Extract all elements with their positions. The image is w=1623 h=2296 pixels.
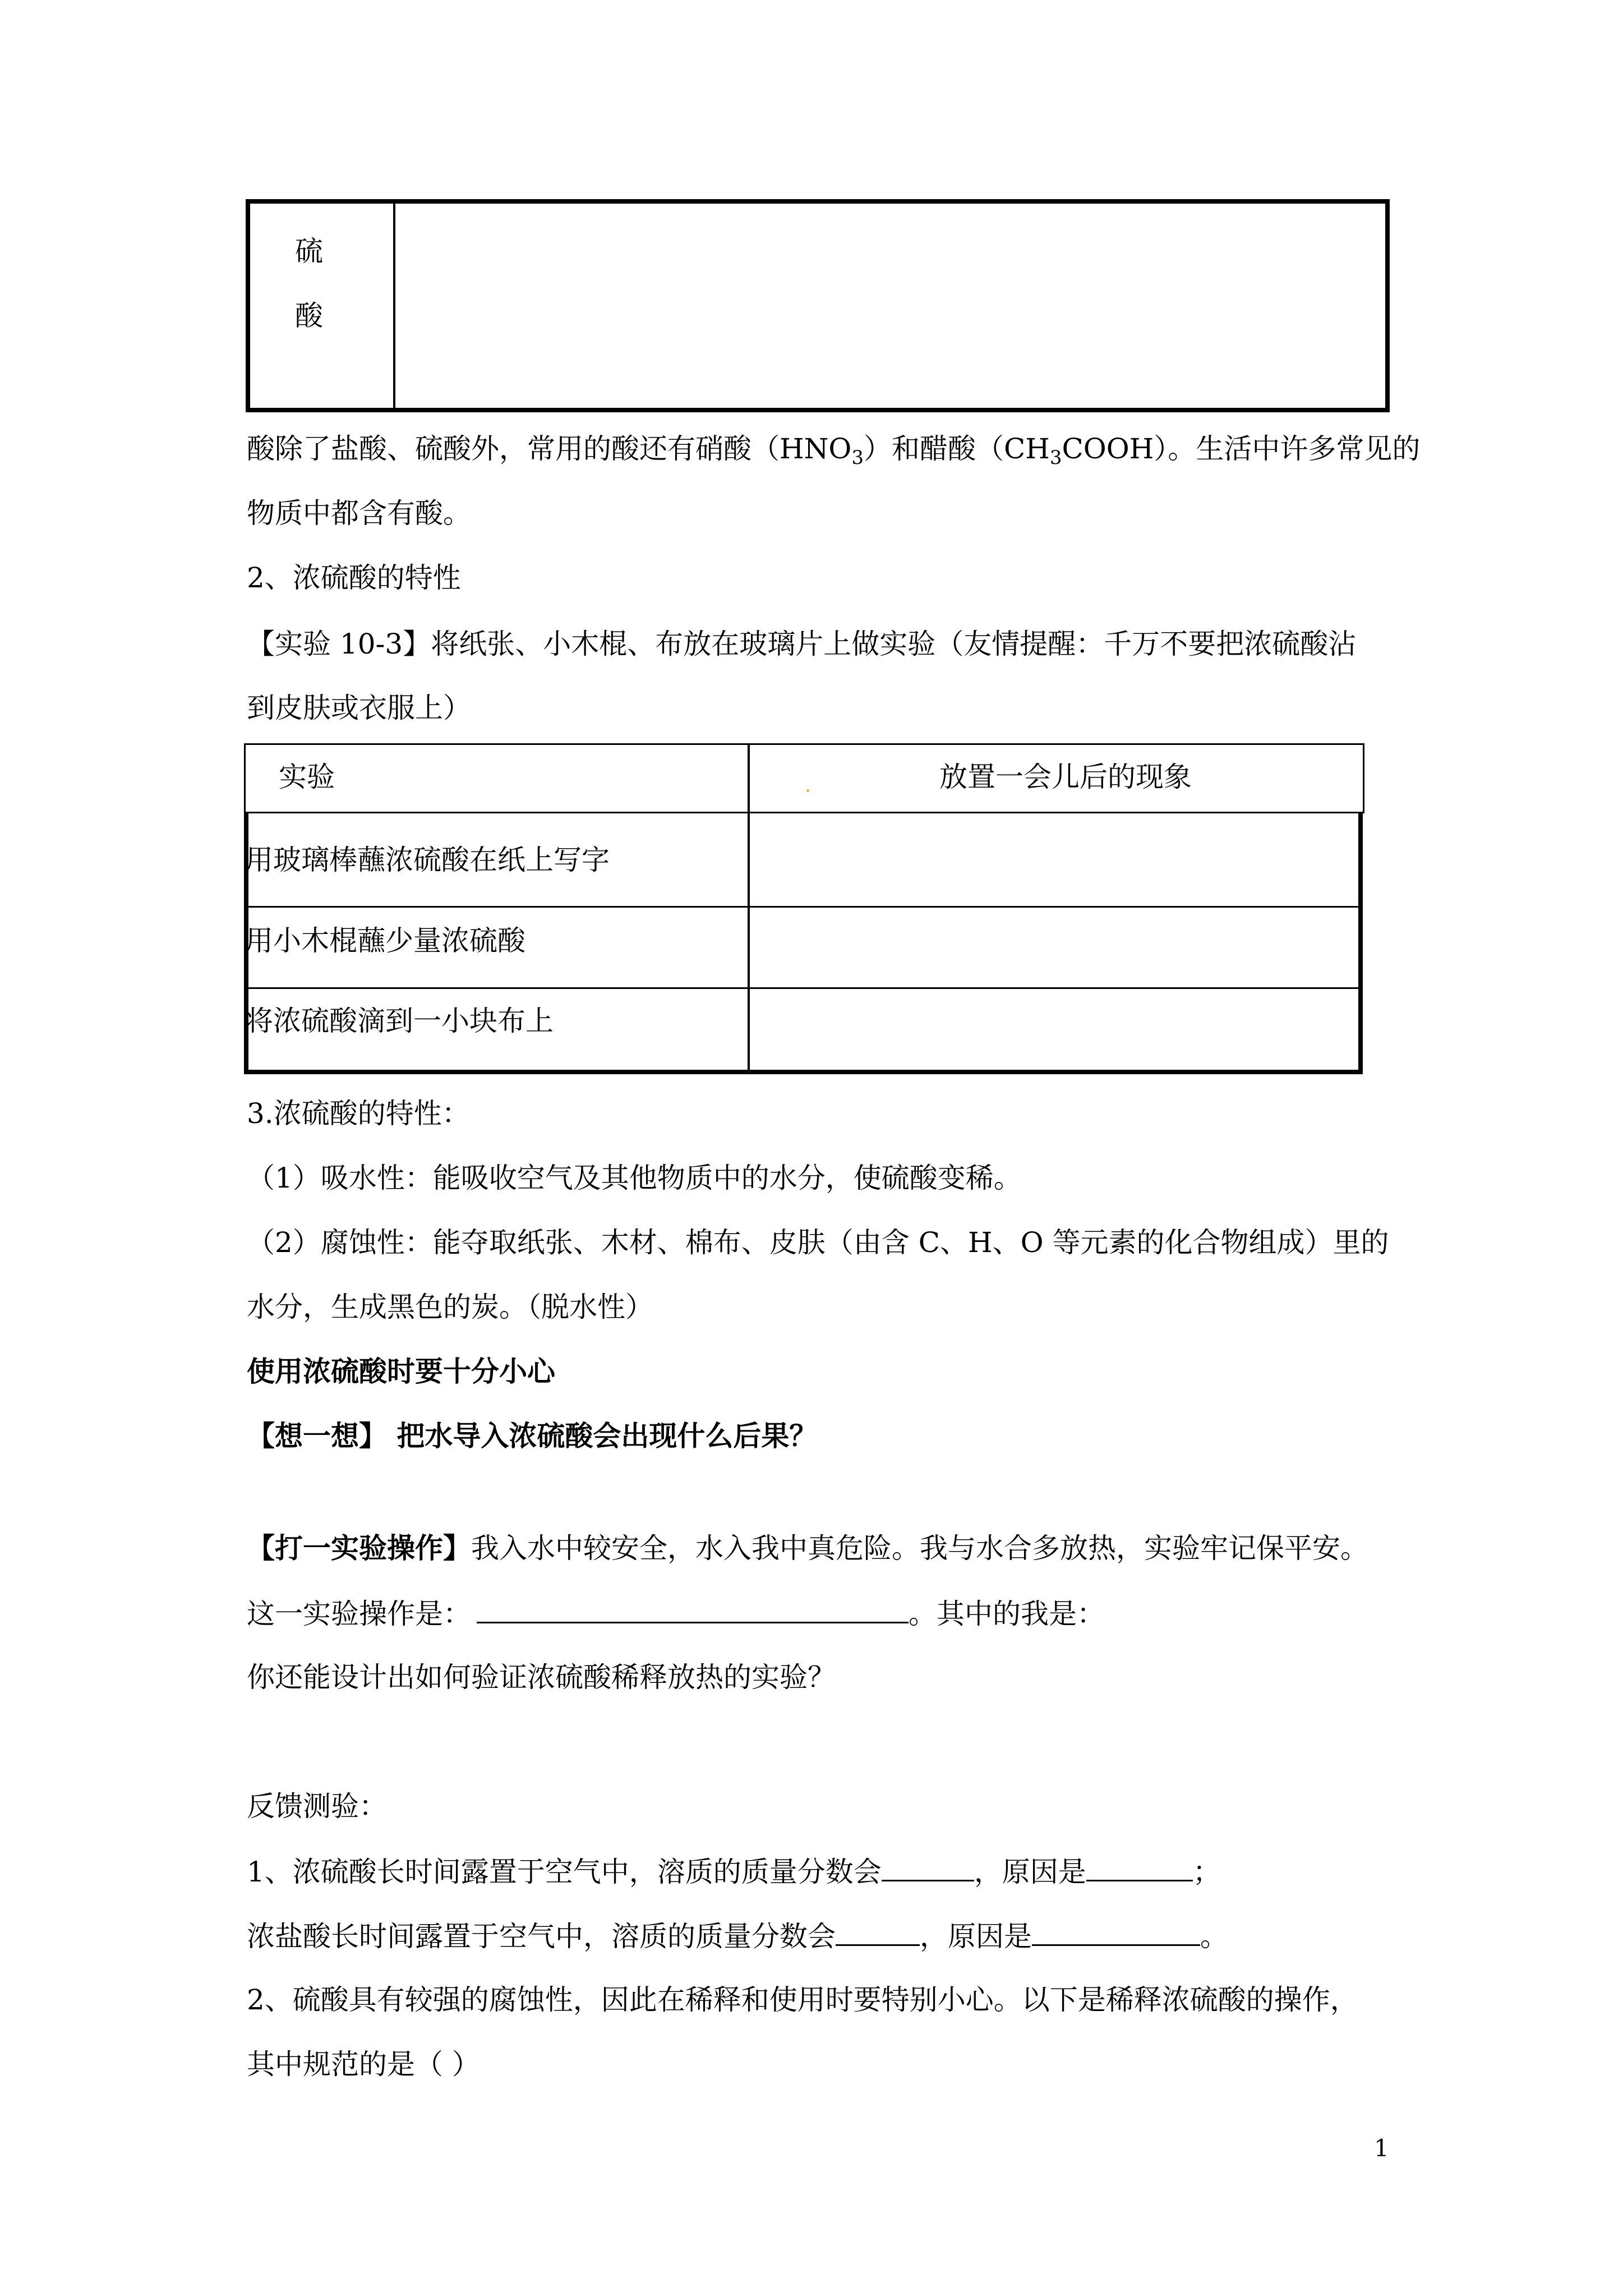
feedback-title: 反馈测验： bbox=[247, 1790, 387, 1823]
answer-blank[interactable] bbox=[477, 1596, 909, 1623]
table-row-2: 用小木棍蘸少量浓硫酸 bbox=[245, 924, 525, 957]
section-heading-2: 2、浓硫酸的特性 bbox=[247, 562, 461, 594]
feedback-q2-line2: 其中规范的是（ ） bbox=[247, 2048, 480, 2081]
operation-line3: 你还能设计出如何验证浓硫酸稀释放热的实验？ bbox=[247, 1661, 836, 1694]
label-char: 酸 bbox=[295, 300, 323, 332]
answer-blank[interactable] bbox=[1032, 1918, 1200, 1946]
column-line bbox=[748, 743, 750, 1074]
other-acids-line1: 酸除了盐酸、硫酸外，常用的酸还有硝酸$(HNO_3)$和醋酸$(CH_3COOH)$。生活中许多常见的 bbox=[247, 432, 1421, 469]
table-divider bbox=[393, 204, 395, 408]
experiment-intro-line2: 到皮肤或衣服上） bbox=[247, 692, 471, 724]
feedback-q2-line1: 2、硫酸具有较强的腐蚀性，因此在稀释和使用时要特别小心。以下是稀释浓硫酸的操作， bbox=[247, 1984, 1358, 2016]
label-char: 硫 bbox=[295, 235, 323, 268]
property-1: （1）吸水性：能吸收空气及其他物质中的水分，使硫酸变稀。 bbox=[247, 1162, 1022, 1194]
feedback-q1b: 浓盐酸长时间露置于空气中，溶质的质量分数会 ，原因是 。 bbox=[247, 1918, 1228, 1953]
answer-blank[interactable] bbox=[882, 1854, 974, 1881]
table-row-3: 将浓硫酸滴到一小块布上 bbox=[245, 1005, 554, 1037]
answer-blank[interactable] bbox=[836, 1918, 920, 1946]
operation-rhyme: 我入水中较安全，水入我中真危险。我与水合多放热，实验牢记保平安。 bbox=[471, 1532, 1368, 1565]
header-phenomenon: 放置一会儿后的现象 bbox=[939, 761, 1192, 793]
property-2-line1: （2）腐蚀性：能夺取纸张、木材、棉布、皮肤（由含 C、H、O 等元素的化合物组成）里的 bbox=[247, 1226, 1389, 1259]
row-line bbox=[244, 987, 1363, 989]
feedback-q1: 1、浓硫酸长时间露置于空气中，溶质的质量分数会 ，原因是 ； bbox=[247, 1854, 1221, 1889]
row-line bbox=[244, 906, 1363, 908]
row-line bbox=[244, 812, 1364, 813]
section-heading-3: 3.浓硫酸的特性： bbox=[247, 1097, 470, 1130]
experiment-intro-line1: 【实验 10-3】将纸张、小木棍、布放在玻璃片上做实验（友情提醒：千万不要把浓硫酸沾 bbox=[247, 628, 1357, 660]
think-question: 【想一想】 把水导入浓硫酸会出现什么后果？ bbox=[247, 1419, 818, 1452]
caution-text: 使用浓硫酸时要十分小心 bbox=[247, 1355, 555, 1388]
sulfuric-acid-table bbox=[246, 199, 1390, 412]
stray-dot bbox=[806, 789, 809, 792]
operation-line1 bbox=[247, 1531, 1368, 1565]
page-number: 1 bbox=[1374, 2134, 1389, 2162]
header-row-frame bbox=[244, 743, 1364, 813]
property-2-line2: 水分，生成黑色的炭。（脱水性） bbox=[247, 1291, 653, 1323]
table-row-1: 用玻璃棒蘸浓硫酸在纸上写字 bbox=[245, 844, 610, 876]
answer-blank[interactable] bbox=[1086, 1854, 1193, 1881]
other-acids-line2: 物质中都含有酸。 bbox=[247, 497, 471, 530]
operation-line2: 这一实验操作是： 。其中的我是： bbox=[247, 1596, 1105, 1631]
header-experiment: 实验 bbox=[279, 761, 335, 793]
sulfuric-acid-label bbox=[295, 219, 329, 348]
operation-label: 【打一实验操作】 bbox=[247, 1531, 471, 1565]
experiment-table bbox=[244, 743, 1366, 1074]
